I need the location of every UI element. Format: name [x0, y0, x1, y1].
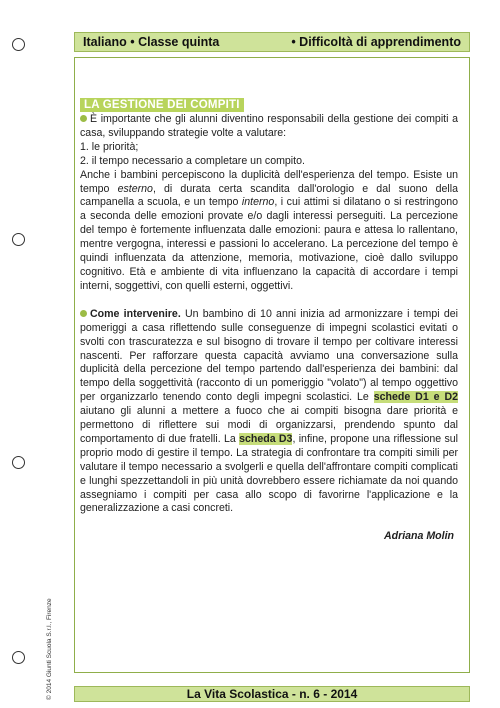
list-item-priority: 1. le priorità; — [80, 140, 139, 153]
paragraph-time-perception: Anche i bambini percepiscono la duplicità dell'esperienza del tempo. Esiste un tempo esterno, di durata certa scandita dall'orologio e dal suono della campanella a scuola, e un tempo interno, i cui attimi si dilatano o si restringono a seconda delle emozioni provate e/o dagli interessi perseguiti. La percezione del tempo è fortemente influenzata dalle emozioni: paura e attesa lo rallentano, mentre vergogna, interessi e passioni lo accelerano. La percezione del tempo è quindi influenzata da attenzione, memoria, motivazione, cioè dallo sviluppo cognitivo. Età e ambiente di vita influenzano la capacità di accordare i tempi interni, soggettivi, con quelli esterni, oggettivi. — [80, 168, 458, 292]
header-subject: Italiano • Classe quinta — [83, 35, 220, 49]
paragraph-intro: È importante che gli alunni diventino responsabili della gestione dei compiti a casa, sviluppando strategie volte a valutare: — [80, 113, 458, 139]
binder-hole-4 — [12, 651, 25, 664]
bullet-icon — [80, 115, 87, 122]
binder-hole-3 — [12, 456, 25, 469]
highlight-schede-d1: schede D1 — [373, 391, 429, 404]
copyright-notice: © 2014 Giunti Scuola S.r.l., Firenze — [46, 598, 53, 700]
list-item-time: 2. il tempo necessario a completare un compito. — [80, 154, 305, 167]
binder-hole-2 — [12, 233, 25, 246]
footer-publication: La Vita Scolastica - n. 6 - 2014 — [186, 687, 358, 701]
highlight-scheda-d3: scheda D3 — [239, 432, 293, 445]
section-title — [80, 95, 244, 113]
article-body — [80, 113, 458, 516]
section-title-label: LA GESTIONE DEI COMPITI — [80, 98, 244, 112]
page-footer — [74, 686, 470, 702]
highlight-d2: D2 — [444, 391, 458, 404]
binder-hole-1 — [12, 38, 25, 51]
subheading-come-intervenire: Come intervenire. — [90, 307, 181, 320]
paragraph-come-intervenire: Come intervenire. Un bambino di 10 anni inizia ad armonizzare i tempi dei pomeriggi a casa riflettendo sulle conseguenze di impegni scolastici evitati o svolti con trascuratezza e sul bisogno di trovare il tempo per coltivare interessi nascenti. Per rafforzare questa capacità avviamo una conversazione sulla duplicità della percezione del tempo partendo dall'esperienza dei bambini: dal tempo della soggettività (racconto di un pomeriggio "volato") al tempo oggettivo per organizzarlo tenendo conto degli impegni scolastici. Le schede D1 e D2 aiutano gli alunni a mettere a fuoco che ai compiti bisogna dare priorità e permettono di riflettere sui modi di organizzarsi, prendendo spunto dal comportamento di due fratelli. La scheda D3, infine, propone una riflessione sul proprio modo di gestire il tempo. La strategia di confrontare tra compiti simili per valutare il tempo necessario a svolgerli e quella dell'affrontare compiti complicati e lunghi spezzettandoli in più unità dovrebbero essere richiamate da noi quando assegniamo i compiti per casa allo scopo di favorirne l'applicazione e la generalizzazione a casi concreti. — [80, 307, 459, 515]
page-header — [74, 32, 470, 52]
author-signature: Adriana Molin — [383, 530, 454, 542]
header-topic: • Difficoltà di apprendimento — [291, 35, 461, 49]
bullet-icon — [80, 310, 87, 317]
